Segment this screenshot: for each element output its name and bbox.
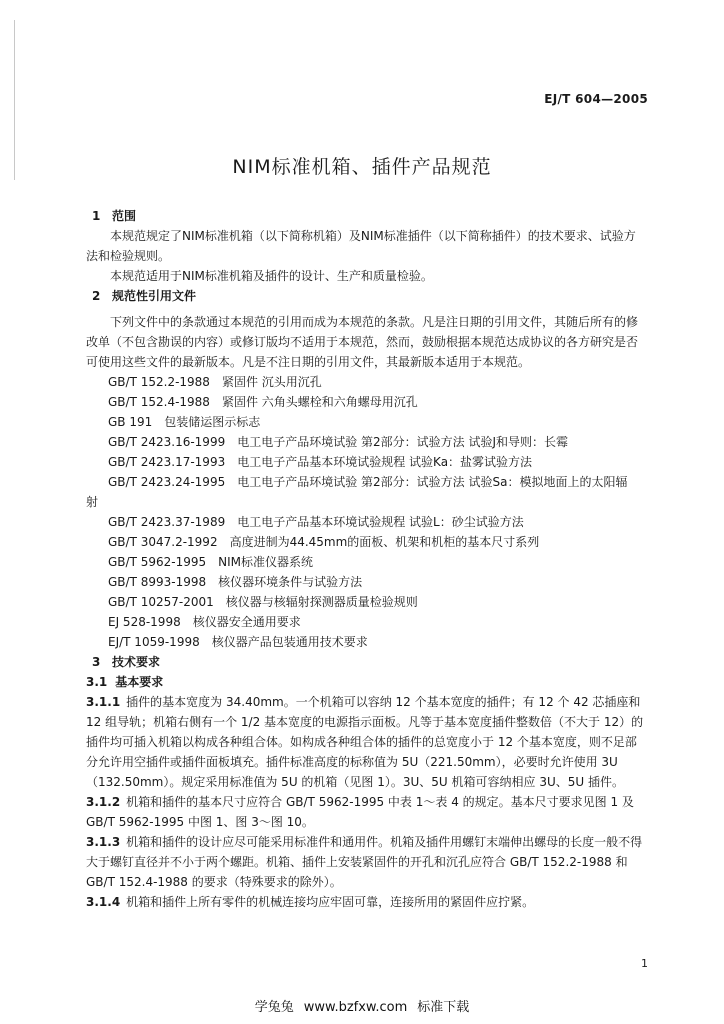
paragraph: 下列文件中的条款通过本规范的引用而成为本规范的条款。凡是注日期的引用文件，其随后所有的修改单（不包含勘误的内容）或修订版均不适用于本规范，然而，鼓励根据本规范达成协议的各方研究是否可使用这些文件的最新版本。凡是不注日期的引用文件，其最新版本适用于本规范。 xyxy=(86,315,639,369)
reference-code: GB/T 152.4-1988 xyxy=(108,395,210,409)
paragraph: 本规范适用于NIM标准机箱及插件的设计、生产和质量检验。 xyxy=(110,269,433,283)
reference-title: 电工电子产品基本环境试验规程 试验L：砂尘试验方法 xyxy=(237,515,524,529)
clause xyxy=(86,792,646,832)
reference-list xyxy=(86,372,646,652)
subsection-heading xyxy=(86,672,646,692)
section-number: 1 xyxy=(92,209,101,223)
section-heading xyxy=(86,286,646,306)
clause xyxy=(86,892,646,912)
reference-item xyxy=(86,532,646,552)
reference-code: GB/T 2423.16-1999 xyxy=(108,435,226,449)
reference-code: EJ 528-1998 xyxy=(108,615,181,629)
clause xyxy=(86,692,646,792)
reference-code: GB/T 2423.24-1995 xyxy=(108,475,226,489)
clause-text: 机箱和插件上所有零件的机械连接均应牢固可靠，连接所用的紧固件应拧紧。 xyxy=(126,895,535,909)
paragraph: 本规范规定了NIM标准机箱（以下简称机箱）及NIM标准插件（以下简称插件）的技术要求、试验方法和检验规则。 xyxy=(86,229,636,263)
reference-item xyxy=(86,592,646,612)
reference-code: GB/T 152.2-1988 xyxy=(108,375,210,389)
reference-title: 紧固件 沉头用沉孔 xyxy=(221,375,322,389)
subsection-number: 3.1 xyxy=(86,675,108,689)
reference-code: GB/T 8993-1998 xyxy=(108,575,207,589)
clause-text: 插件的基本宽度为 34.40mm。一个机箱可以容纳 12 个基本宽度的插件；有 12 个 42 芯插座和 12 组导轨；机箱右侧有一个 1/2 基本宽度的电源指示面板。凡等于基本宽度插件整数倍（不大于 12）的插件均可插入机箱以构成各种组合体。如构成各种组合体的插件的总宽度小于 12 个基本宽度，则不足部分允许用空插件或插件面板填充。插件标准高度的标称值为 5U（221.50mm），必要时允许使用 3U（132.50mm）。规定采用标准值为 5U 的机箱（见图 1）。3U、5U 机箱可容纳相应 3U、5U 插件。 xyxy=(86,695,644,789)
reference-code: EJ/T 1059-1998 xyxy=(108,635,200,649)
reference-title: 电工电子产品环境试验 第2部分：试验方法 试验J和导则：长霉 xyxy=(237,435,569,449)
standard-code: EJ/T 604—2005 xyxy=(544,92,648,106)
reference-item xyxy=(86,472,646,492)
reference-title: 电工电子产品基本环境试验规程 试验Ka：盐雾试验方法 xyxy=(237,455,533,469)
footer-site-name: 学兔兔 xyxy=(254,1000,294,1015)
clause-number: 3.1.3 xyxy=(86,835,121,849)
reference-item xyxy=(86,552,646,572)
clause xyxy=(86,832,646,892)
reference-title: 核仪器与核辐射探测器质量检验规则 xyxy=(225,595,418,609)
reference-item xyxy=(86,372,646,392)
reference-item xyxy=(86,392,646,412)
reference-code: GB/T 10257-2001 xyxy=(108,595,214,609)
reference-title: 核仪器产品包装通用技术要求 xyxy=(211,635,368,649)
reference-code: GB/T 2423.17-1993 xyxy=(108,455,226,469)
section-title: 技术要求 xyxy=(112,655,161,669)
clause-text: 机箱和插件的设计应尽可能采用标准件和通用件。机箱及插件用螺钉末端伸出螺母的长度一般不得大于螺钉直径并不小于两个螺距。机箱、插件上安装紧固件的开孔和沉孔应符合 GB/T 152.2-1988 和 GB/T 152.4-1988 的要求（特殊要求的除外）。 xyxy=(86,835,643,889)
reference-item xyxy=(86,632,646,652)
section-heading xyxy=(86,206,646,226)
reference-item-continuation: 射 xyxy=(86,495,99,509)
reference-item xyxy=(86,432,646,452)
section-number: 2 xyxy=(92,289,101,303)
reference-title: 核仪器环境条件与试验方法 xyxy=(218,575,363,589)
reference-item xyxy=(86,512,646,532)
reference-code: GB/T 5962-1995 xyxy=(108,555,207,569)
footer-tagline: 标准下载 xyxy=(417,1000,470,1015)
reference-title: 核仪器安全通用要求 xyxy=(192,615,301,629)
reference-code: GB/T 2423.37-1989 xyxy=(108,515,226,529)
section-heading xyxy=(86,652,646,672)
reference-item xyxy=(86,412,646,432)
document-body xyxy=(86,206,646,912)
clause-number: 3.1.4 xyxy=(86,895,121,909)
clause-number: 3.1.1 xyxy=(86,695,121,709)
reference-code: GB/T 3047.2-1992 xyxy=(108,535,218,549)
reference-title: 紧固件 六角头螺栓和六角螺母用沉孔 xyxy=(221,395,418,409)
clause-text: 机箱和插件的基本尺寸应符合 GB/T 5962-1995 中表 1～表 4 的规定。基本尺寸要求见图 1 及 GB/T 5962-1995 中图 1、图 3～图 10。 xyxy=(86,795,634,829)
subsection-title: 基本要求 xyxy=(115,675,164,689)
reference-item xyxy=(86,612,646,632)
reference-title: 电工电子产品环境试验 第2部分：试验方法 试验Sa：模拟地面上的太阳辐 xyxy=(237,475,628,489)
reference-title: 高度进制为44.45mm的面板、机架和机柜的基本尺寸系列 xyxy=(229,535,540,549)
clause-number: 3.1.2 xyxy=(86,795,121,809)
reference-item xyxy=(86,572,646,592)
page-number: 1 xyxy=(641,957,648,970)
footer-url[interactable]: www.bzfxw.com xyxy=(303,1000,408,1015)
section-number: 3 xyxy=(92,655,101,669)
reference-code: GB 191 xyxy=(108,415,153,429)
footer-watermark xyxy=(0,996,724,1015)
section-title: 规范性引用文件 xyxy=(112,289,197,303)
reference-title: NIM标准仪器系统 xyxy=(218,555,314,569)
document-title: NIM标准机箱、插件产品规范 xyxy=(232,156,492,178)
section-title: 范围 xyxy=(112,209,137,223)
reference-item xyxy=(86,452,646,472)
reference-title: 包装储运图示标志 xyxy=(164,415,261,429)
